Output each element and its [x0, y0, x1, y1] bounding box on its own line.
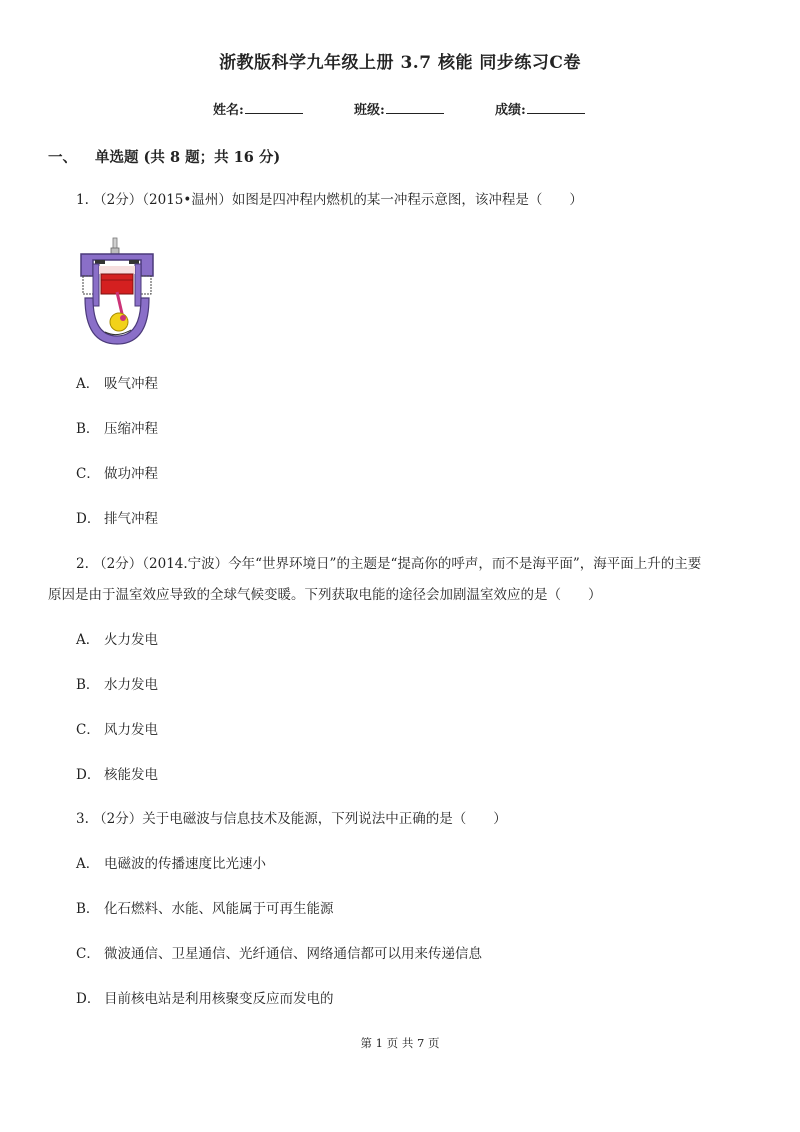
question-1-option-a[interactable]	[76, 374, 158, 394]
class-field[interactable]	[354, 99, 444, 118]
name-field[interactable]	[213, 99, 303, 118]
class-blank[interactable]	[386, 101, 444, 114]
question-3-option-a[interactable]	[76, 854, 266, 874]
question-2-option-c[interactable]	[76, 720, 158, 740]
name-label: 姓名:	[213, 103, 244, 118]
section-number: 一、	[48, 149, 77, 166]
engine-stroke-figure	[75, 236, 159, 350]
option-letter: B．	[76, 677, 100, 693]
option-letter: D．	[76, 991, 101, 1007]
question-1-option-b[interactable]	[76, 419, 158, 439]
question-3-option-b[interactable]	[76, 899, 334, 919]
class-label: 班级:	[354, 103, 385, 118]
question-1-option-c[interactable]	[76, 464, 158, 484]
name-blank[interactable]	[245, 101, 303, 114]
option-letter: D．	[76, 767, 101, 783]
question-2-stem-line-2: 原因是由于温室效应导致的全球气候变暖。下列获取电能的途径会加剧温室效应的是（ ）	[48, 587, 602, 603]
option-text: 压缩冲程	[104, 421, 158, 437]
page-footer: 第 1 页 共 7 页	[360, 1036, 440, 1050]
option-letter: C．	[76, 722, 100, 738]
question-3-stem: 3. （2分）关于电磁波与信息技术及能源，下列说法中正确的是（ ）	[76, 811, 507, 827]
option-text: 吸气冲程	[104, 376, 158, 392]
question-2-option-b[interactable]	[76, 675, 158, 695]
option-text: 火力发电	[104, 632, 158, 648]
option-letter: A．	[76, 376, 100, 392]
question-3-option-c[interactable]	[76, 944, 482, 964]
option-text: 电磁波的传播速度比光速小	[104, 856, 266, 872]
question-1-option-d[interactable]	[76, 509, 158, 529]
question-1-stem: 1. （2分）（2015•温州）如图是四冲程内燃机的某一冲程示意图，该冲程是（ ）	[76, 192, 583, 208]
option-text: 目前核电站是利用核聚变反应而发电的	[104, 991, 334, 1007]
score-label: 成绩:	[495, 103, 526, 118]
engine-diagram-image	[75, 236, 159, 350]
option-letter: B．	[76, 421, 100, 437]
option-letter: C．	[76, 946, 100, 962]
option-text: 微波通信、卫星通信、光纤通信、网络通信都可以用来传递信息	[104, 946, 482, 962]
score-field[interactable]	[495, 99, 585, 118]
question-2-option-d[interactable]	[76, 765, 158, 785]
page-title: 浙教版科学九年级上册 3.7 核能 同步练习C卷	[219, 53, 581, 73]
option-text: 风力发电	[104, 722, 158, 738]
option-text: 做功冲程	[104, 466, 158, 482]
section-title: 单选题 (共 8 题；共 16 分)	[95, 149, 281, 166]
option-text: 核能发电	[104, 767, 158, 783]
score-blank[interactable]	[527, 101, 585, 114]
option-letter: A．	[76, 856, 100, 872]
student-info-row	[0, 99, 800, 119]
section-heading	[48, 146, 280, 167]
option-letter: B．	[76, 901, 100, 917]
option-letter: A．	[76, 632, 100, 648]
option-letter: D．	[76, 511, 101, 527]
question-2-stem-line-1: 2. （2分）（2014.宁波）今年“世界环境日”的主题是“提高你的呼声，而不是海平面”，海平面上升的主要	[76, 556, 702, 572]
question-2-option-a[interactable]	[76, 630, 158, 650]
option-text: 化石燃料、水能、风能属于可再生能源	[104, 901, 334, 917]
question-3-option-d[interactable]	[76, 989, 334, 1009]
option-text: 排气冲程	[104, 511, 158, 527]
option-text: 水力发电	[104, 677, 158, 693]
option-letter: C．	[76, 466, 100, 482]
